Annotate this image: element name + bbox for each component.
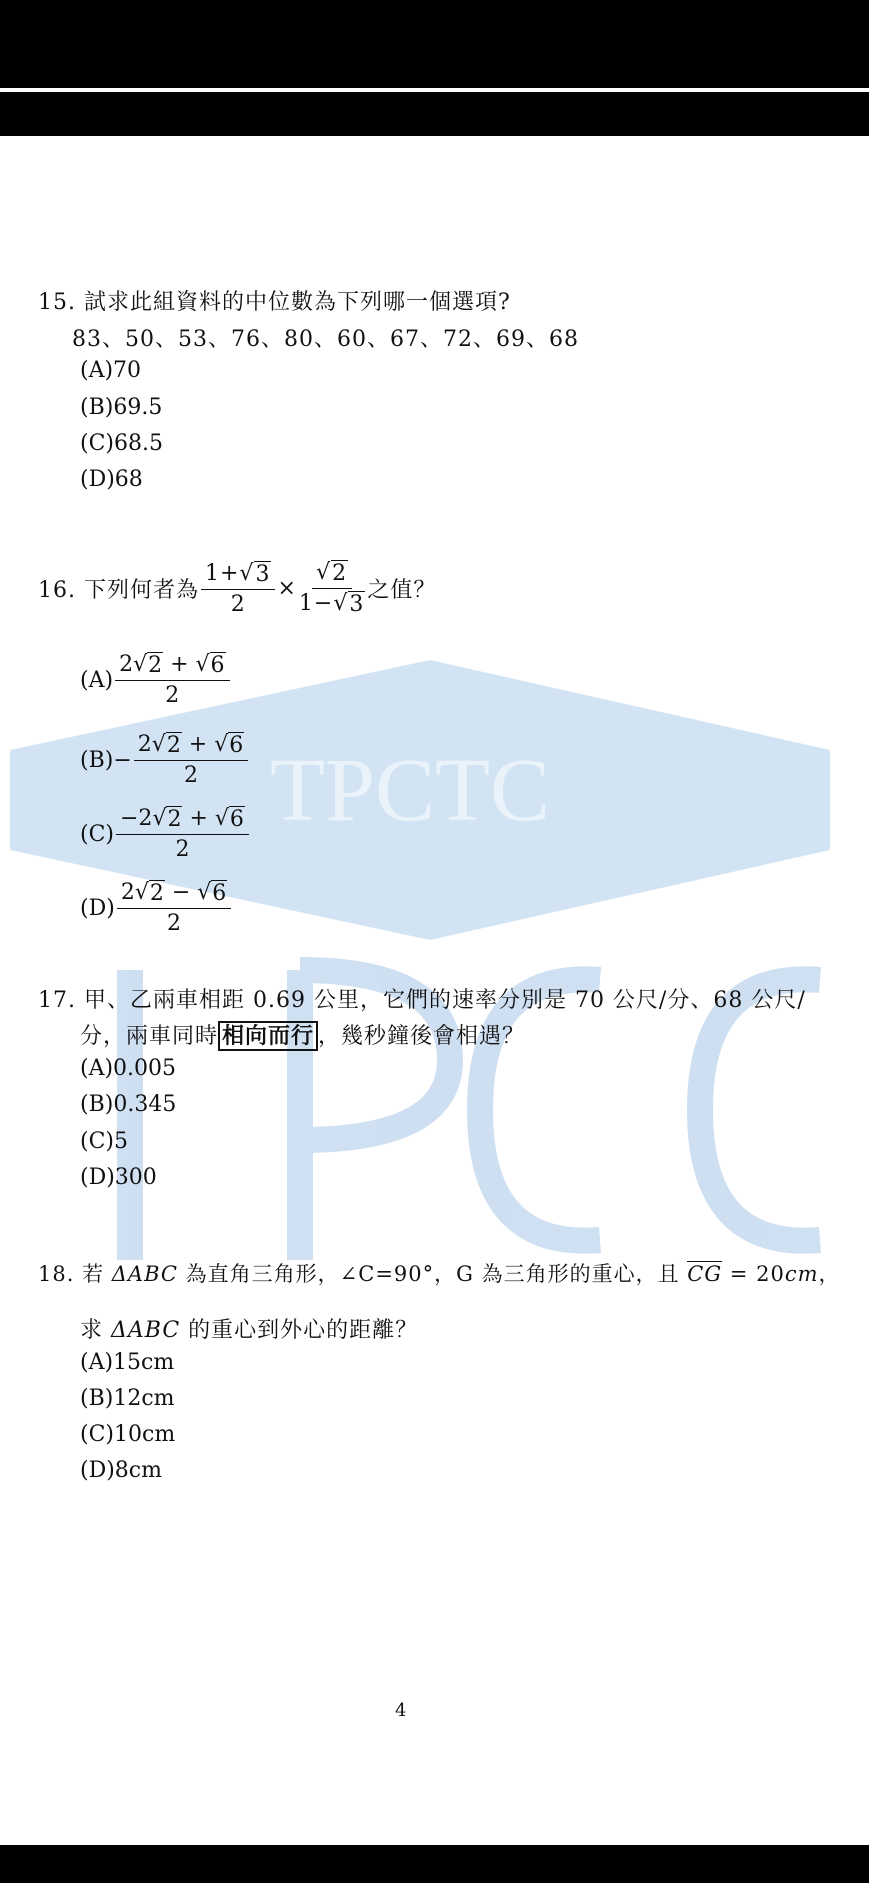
q16-option-d-r1: 2 xyxy=(149,881,164,906)
q18-segment-cg: CG xyxy=(687,1262,723,1286)
q16-option-d-coef: 2 xyxy=(120,880,135,905)
q18-option-a: (A)15cm xyxy=(80,1350,175,1375)
watermark-cap-text: TPCTC xyxy=(270,741,551,840)
q18-option-b: (B)12cm xyxy=(80,1386,175,1411)
q16-f1-den: 2 xyxy=(230,591,246,617)
q16-option-c-den: 2 xyxy=(175,837,190,862)
top-black-bar-2 xyxy=(0,92,869,136)
q16-option-c-op: + xyxy=(182,806,215,831)
q17-option-c: (C)5 xyxy=(80,1129,128,1154)
q16-option-c-coef: −2 xyxy=(120,806,153,831)
q15-stem: 15. 試求此組資料的中位數為下列哪一個選項? xyxy=(38,290,511,315)
q16-option-c-r2: 6 xyxy=(229,807,244,832)
q17-option-d: (D)300 xyxy=(80,1165,157,1190)
q18-line-1-c: ，G 為三角形的重心，且 xyxy=(434,1262,688,1286)
q17-option-a: (A)0.005 xyxy=(80,1056,177,1081)
q16-option-a-fraction: 2√ 2 + √ 6 2 xyxy=(115,652,229,708)
q16-option-c-r1: 2 xyxy=(167,807,182,832)
q16-option-a-coef: 2 xyxy=(119,652,134,677)
q16-option-d xyxy=(80,880,233,936)
q17-line-2 xyxy=(80,1019,525,1050)
q16-option-c-label: (C) xyxy=(80,821,114,847)
q18-line-1-a: 18. 若 xyxy=(38,1262,112,1286)
q18-line-2-a: 求 xyxy=(80,1318,111,1343)
q17-line-2-a: 分，兩車同時 xyxy=(80,1024,219,1049)
bottom-black-bar xyxy=(0,1845,869,1883)
q16-option-a-op: + xyxy=(163,652,196,677)
q16-option-b-den: 2 xyxy=(184,763,199,788)
q18-unit: cm xyxy=(784,1262,819,1286)
q16-option-b-r1: 2 xyxy=(166,733,181,758)
q16-option-d-op: − xyxy=(164,880,198,905)
page-number: 4 xyxy=(395,1700,407,1721)
q16-stem xyxy=(38,560,436,617)
q15-option-b: (B)69.5 xyxy=(80,395,163,420)
q16-option-b-fraction: 2√ 2 + √ 6 2 xyxy=(134,732,248,788)
q16-prefix: 16. 下列何者為 xyxy=(38,578,199,603)
q16-f2-den-b: 3 xyxy=(349,592,365,617)
q16-option-b-sign: − xyxy=(113,747,132,773)
q16-f1-num-b: 3 xyxy=(255,561,271,587)
q18-line-2-b: 的重心到外心的距離？ xyxy=(180,1318,419,1343)
q16-option-b-op: + xyxy=(181,732,215,757)
q16-option-a-label: (A) xyxy=(80,667,114,693)
q18-line-1-e: ， xyxy=(818,1262,841,1286)
q17-boxed-phrase: 相向而行 xyxy=(218,1021,318,1051)
q18-angle: ∠C=90° xyxy=(339,1262,435,1286)
q16-fraction-1: 1+√ 3 2 xyxy=(201,561,275,617)
q18-triangle-1: ΔABC xyxy=(111,1262,178,1286)
q16-f2-num: 2 xyxy=(332,561,348,586)
top-black-bar xyxy=(0,0,869,88)
q16-option-d-label: (D) xyxy=(80,895,115,921)
q16-option-b-label: (B) xyxy=(80,747,114,773)
q18-line-2 xyxy=(80,1313,418,1344)
q16-option-d-den: 2 xyxy=(167,911,182,936)
q16-option-b-r2: 6 xyxy=(229,733,244,758)
q18-triangle-2: ΔABC xyxy=(111,1318,181,1343)
q17-line-2-b: ，幾秒鐘後會相遇？ xyxy=(318,1024,526,1049)
q16-times: × xyxy=(277,576,297,601)
q17-line-1: 17. 甲、乙兩車相距 0.69 公里，它們的速率分別是 70 公尺/分、68 公尺/ xyxy=(38,988,806,1013)
q18-line-1-d: = 20 xyxy=(722,1262,785,1286)
q15-data: 83、50、53、76、80、60、67、72、69、68 xyxy=(72,327,579,352)
q16-option-a xyxy=(80,652,232,708)
q16-option-a-den: 2 xyxy=(165,683,180,708)
q16-option-d-fraction: 2√ 2 − √ 6 2 xyxy=(117,880,231,936)
q18-option-d: (D)8cm xyxy=(80,1458,162,1483)
q16-option-d-r2: 6 xyxy=(212,881,227,906)
q15-option-d: (D)68 xyxy=(80,467,143,492)
q16-suffix: 之值？ xyxy=(367,578,437,603)
q18-option-c: (C)10cm xyxy=(80,1422,176,1447)
q16-option-a-r2: 6 xyxy=(210,653,225,678)
q17-option-b: (B)0.345 xyxy=(80,1092,177,1117)
q16-option-c-fraction: −2√ 2 + √ 6 2 xyxy=(116,806,249,862)
q16-option-b xyxy=(80,732,250,788)
q18-line-1 xyxy=(38,1258,841,1288)
q16-f1-num-a: 1+ xyxy=(204,560,240,586)
q18-line-1-b: 為直角三角形， xyxy=(177,1262,340,1286)
q15-option-a: (A)70 xyxy=(80,358,142,383)
q16-option-b-coef: 2 xyxy=(137,732,152,757)
watermark-letter-c2 xyxy=(700,979,820,1240)
q15-option-c: (C)68.5 xyxy=(80,431,163,456)
q16-f2-den-a: 1− xyxy=(298,591,334,616)
q16-fraction-2: √ 2 1−√ 3 xyxy=(298,560,365,617)
q16-option-c xyxy=(80,806,251,862)
q16-option-a-r1: 2 xyxy=(148,653,163,678)
